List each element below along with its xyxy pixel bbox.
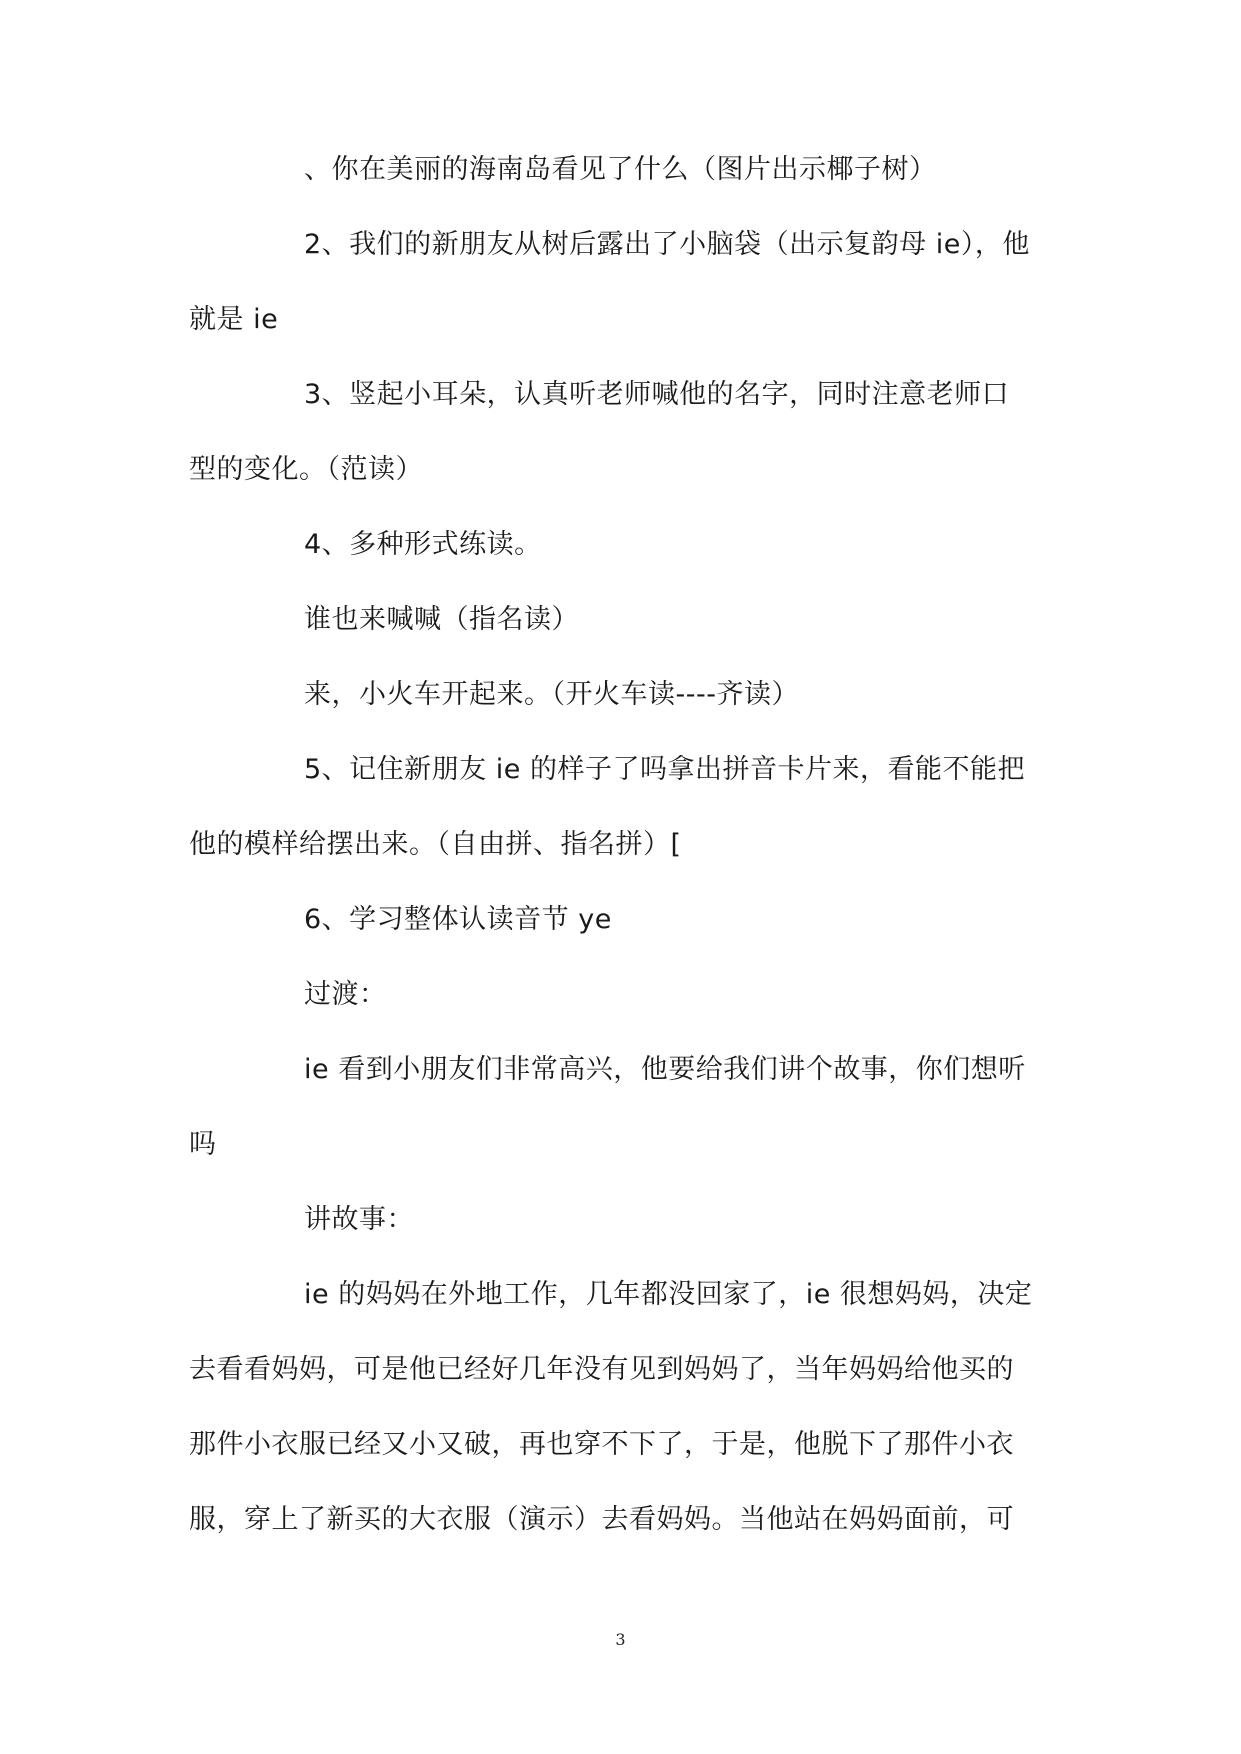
- text-line: 4、多种形式练读。: [304, 529, 542, 560]
- text-line: 谁也来喊喊（指名读）: [304, 604, 579, 635]
- text-line: 、你在美丽的海南岛看见了什么（图片出示椰子树）: [304, 154, 937, 185]
- text-line: 6、学习整体认读音节 ye: [304, 904, 612, 935]
- text-line: 他的模样给摆出来。（自由拼、指名拼）[: [189, 829, 682, 860]
- text-line: 2、我们的新朋友从树后露出了小脑袋（出示复韵母 ie），他: [304, 229, 1030, 260]
- text-line: 吗: [189, 1129, 217, 1160]
- text-line: 5、记住新朋友 ie 的样子了吗拿出拼音卡片来，看能不能把: [304, 754, 1025, 785]
- page-number: 3: [615, 1630, 626, 1649]
- text-line: 那件小衣服已经又小又破，再也穿不下了，于是，他脱下了那件小衣: [189, 1429, 1014, 1460]
- text-line: 就是 ie: [189, 304, 279, 335]
- text-line: 型的变化。（范读）: [189, 454, 423, 485]
- text-line: 来，小火车开起来。（开火车读----齐读）: [304, 679, 799, 710]
- text-line: 讲故事：: [304, 1204, 414, 1235]
- text-line: ie 看到小朋友们非常高兴，他要给我们讲个故事，你们想听: [304, 1054, 1026, 1085]
- text-line: 3、竖起小耳朵，认真听老师喊他的名字，同时注意老师口: [304, 379, 1010, 410]
- text-line: 过渡：: [304, 979, 387, 1010]
- text-line: 服，穿上了新买的大衣服（演示）去看妈妈。当他站在妈妈面前，可: [189, 1504, 1014, 1535]
- text-line: 去看看妈妈，可是他已经好几年没有见到妈妈了，当年妈妈给他买的: [189, 1354, 1014, 1385]
- text-line: ie 的妈妈在外地工作，几年都没回家了，ie 很想妈妈，决定: [304, 1279, 1033, 1310]
